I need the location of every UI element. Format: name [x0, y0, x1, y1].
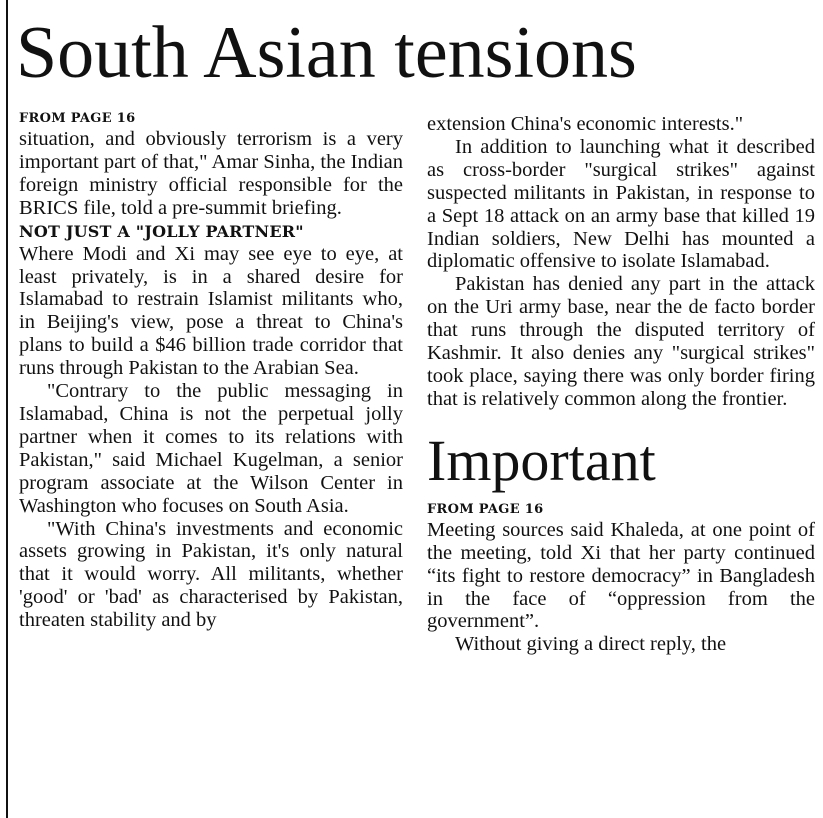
- second-headline: Important: [427, 427, 656, 493]
- left-paragraph-4: "With China's investments and economic assets growing in Pakistan, it's only natural that it would worry. All militants, whether 'good' or 'bad' as characterised by Pakistan, threaten stability and by: [19, 517, 403, 632]
- right-paragraph-2: In addition to launching what it described as cross-border "surgical strikes" against suspected militants in Pakistan, in response to a Sept 18 attack on an army base that killed 19 Indian soldiers, New Delhi has mounted a diplomatic offensive to isolate Islamabad.: [427, 135, 815, 273]
- left-paragraph-1: situation, and obviously terrorism is a very important part of that," Amar Sinha, the Indian foreign ministry official responsible for the BRICS file, told a pre-summit briefing.: [19, 128, 403, 219]
- main-headline: South Asian tensions: [16, 12, 637, 94]
- left-column: [19, 110, 403, 632]
- right-paragraph-1: extension China's economic interests.": [427, 113, 744, 135]
- right-paragraph-5: Without giving a direct reply, the: [455, 633, 727, 656]
- left-paragraph-3: "Contrary to the public messaging in Islamabad, China is not the perpetual jolly partner when it comes to its relations with Pakistan," said Michael Kugelman, a senior program associate at the Wilson Center in Washington who focuses on South Asia.: [19, 380, 403, 517]
- right-column: [427, 113, 815, 656]
- left-paragraph-2: Where Modi and Xi may see eye to eye, at least privately, is in a shared desire for Islamabad to restrain Islamist militants who, in Beijing's view, pose a threat to China's plans to build a $46 billion trade corridor that runs through Pakistan to the Arabian Sea.: [19, 242, 403, 380]
- from-page-kicker-2: FROM PAGE 16: [427, 501, 544, 517]
- right-paragraph-3: Pakistan has denied any part in the attack on the Uri army base, near the de facto border that runs through the disputed territory of Kashmir. It also denies any "surgical strikes" took place, saying there was only border firing that is relatively common along the frontier.: [427, 273, 815, 410]
- column-rule: [6, 0, 8, 818]
- from-page-kicker: FROM PAGE 16: [19, 111, 136, 126]
- subhead: NOT JUST A "JOLLY PARTNER": [19, 221, 304, 241]
- right-paragraph-4: Meeting sources said Khaleda, at one point of the meeting, told Xi that her party continued “its fight to restore democracy” in Bangladesh in the face of “oppression from the government”.: [427, 518, 815, 633]
